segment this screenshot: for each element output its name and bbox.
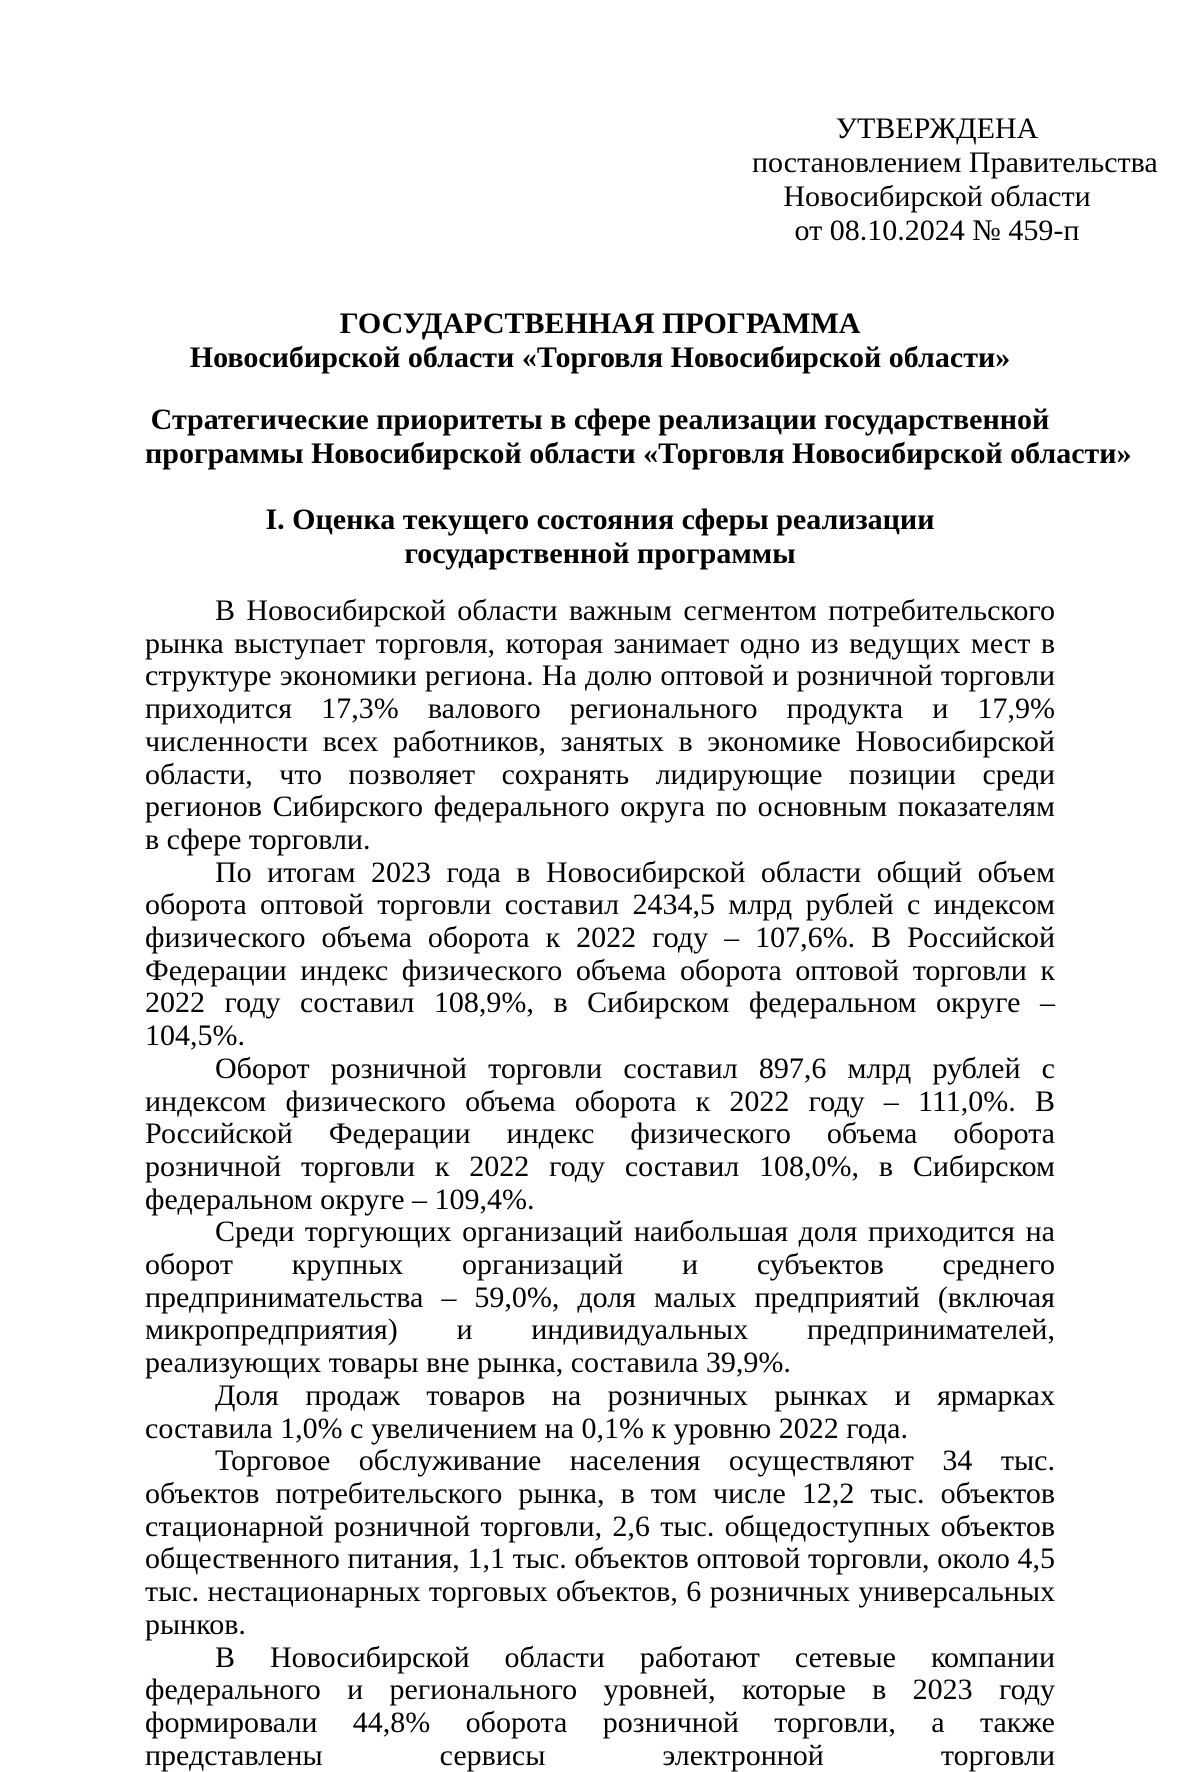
paragraph-organization-shares: Среди торгующих организаций наибольшая доля приходится на оборот крупных организаций и субъектов среднего предпринимательства – 59,0%, доля малых предприятий (включая микропредприятия) и индивидуальных предпринимателей, реализующих товары вне рынка, составила 39,9%. <box>145 1216 1055 1380</box>
section-heading-line-2: государственной программы <box>145 537 1055 571</box>
section-heading <box>145 503 1055 571</box>
title-line-2: Новосибирской области «Торговля Новосибирской области» <box>145 341 1055 375</box>
section-heading-line-1: I. Оценка текущего состояния сферы реализации <box>145 503 1055 537</box>
approval-authority: постановлением Правительства <box>752 146 1122 180</box>
priorities-heading-line-1: Стратегические приоритеты в сфере реализации государственной <box>145 403 1055 437</box>
paragraph-trade-share: В Новосибирской области важным сегментом потребительского рынка выступает торговля, которая занимает одно из ведущих мест в структуре экономики региона. На долю оптовой и розничной торговли приходится 17,3% валового регионального продукта и 17,9% численности всех работников, занятых в экономике Новосибирской области, что позволяет сохранять лидирующие позиции среди регионов Сибирского федерального округа по основным показателям в сфере торговли. <box>145 595 1055 857</box>
paragraph-markets-fairs: Доля продаж товаров на розничных рынках и ярмарках составила 1,0% с увеличением на 0,1% к уровню 2022 года. <box>145 1380 1055 1445</box>
title-line-1: ГОСУДАРСТВЕННАЯ ПРОГРАММА <box>145 307 1055 341</box>
document-title <box>145 307 1055 375</box>
priorities-heading <box>145 403 1055 471</box>
approval-stamp <box>752 112 1122 248</box>
paragraph-retail-chains: В Новосибирской области работают сетевые компании федерального и регионального уровней, которые в 2023 году формировали 44,8% оборота розничной торговли, а также представлены сервисы электронной торговли <box>145 1642 1055 1772</box>
paragraph-trade-objects: Торговое обслуживание населения осуществляют 34 тыс. объектов потребительского рынка, в том числе 12,2 тыс. объектов стационарной розничной торговли, 2,6 тыс. общедоступных объектов общественного питания, 1,1 тыс. объектов оптовой торговли, около 4,5 тыс. нестационарных торговых объектов, 6 розничных универсальных рынков. <box>145 1445 1055 1641</box>
approval-date-number: от 08.10.2024 № 459-п <box>752 214 1122 248</box>
paragraph-wholesale-turnover: По итогам 2023 года в Новосибирской области общий объем оборота оптовой торговли составил 2434,5 млрд рублей с индексом физического объема оборота к 2022 году – 107,6%. В Российской Федерации индекс физического объема оборота оптовой торговли к 2022 году составил 108,9%, в Сибирском федеральном округе – 104,5%. <box>145 857 1055 1053</box>
priorities-heading-line-2: программы Новосибирской области «Торговля Новосибирской области» <box>145 437 1055 471</box>
approval-status: УТВЕРЖДЕНА <box>752 112 1122 146</box>
paragraph-retail-turnover: Оборот розничной торговли составил 897,6 млрд рублей с индексом физического объема оборота к 2022 году – 111,0%. В Российской Федерации индекс физического объема оборота розничной торговли к 2022 году составил 108,0%, в Сибирском федеральном округе – 109,4%. <box>145 1053 1055 1217</box>
approval-region: Новосибирской области <box>752 180 1122 214</box>
body-text <box>145 595 1055 1772</box>
